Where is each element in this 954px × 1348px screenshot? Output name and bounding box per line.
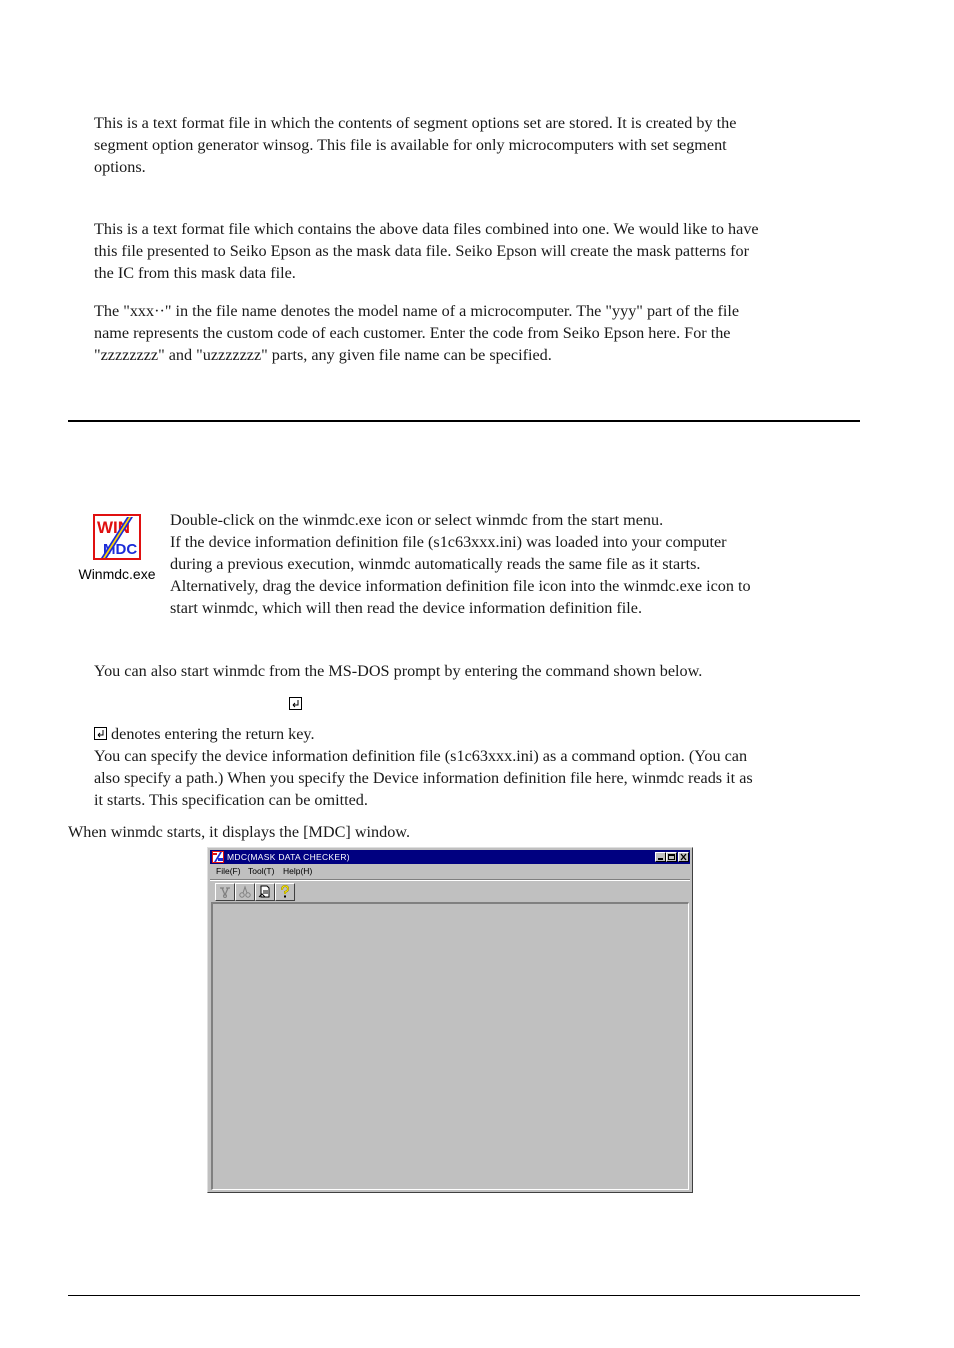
mask-data-file-description <box>94 218 862 284</box>
return-key-note <box>94 723 862 745</box>
text-line: segment option generator winsog. This file is available for only microcomputers with set segment <box>94 136 727 154</box>
text-line: "zzzzzzzz" and "uzzzzzzz" parts, any given file name can be specified. <box>94 346 552 364</box>
check-button[interactable] <box>215 883 235 901</box>
text-line: start winmdc, which will then read the device information definition file. <box>170 599 642 617</box>
text-line: also specify a path.) When you specify the Device information definition file here, winmdc reads it as <box>94 769 753 787</box>
text-line: If the device information definition file (s1c63xxx.ini) was loaded into your computer <box>170 533 727 551</box>
text-line: When winmdc starts, it displays the [MDC] window. <box>68 823 410 841</box>
disabled-tool-button[interactable] <box>235 883 255 901</box>
text-line: Alternatively, drag the device information definition file icon into the winmdc.exe icon to <box>170 577 751 595</box>
minimize-button[interactable] <box>655 852 666 862</box>
mdc-client-area[interactable] <box>211 902 689 1190</box>
menu-tool[interactable]: Tool(T) <box>248 866 275 876</box>
text-line <box>94 723 862 745</box>
help-icon <box>278 885 292 899</box>
winmdc-icon-caption: Winmdc.exe <box>78 566 156 582</box>
return-key-icon <box>289 697 302 710</box>
msdos-instructions <box>94 660 862 682</box>
svg-text:WIN: WIN <box>97 518 131 537</box>
section-divider <box>68 420 860 422</box>
text-line: You can specify the device information definition file (s1c63xxx.ini) as a command option. (You can <box>94 747 748 765</box>
check-icon <box>218 885 232 899</box>
command-option-description <box>94 745 862 811</box>
footer-divider <box>68 1295 860 1296</box>
open-file-icon <box>258 885 272 899</box>
text-line: name represents the custom code of each customer. Enter the code from Seiko Epson here. For the <box>94 324 731 342</box>
open-file-button[interactable] <box>255 883 275 901</box>
text-line: You can also start winmdc from the MS-DOS prompt by entering the command shown below. <box>94 662 703 680</box>
return-key-note-text: denotes entering the return key. <box>111 725 315 743</box>
window-title: MDC(MASK DATA CHECKER) <box>227 852 350 862</box>
text-line: during a previous execution, winmdc automatically reads the same file as it starts. <box>170 555 701 573</box>
app-small-icon <box>212 851 224 863</box>
return-key-icon <box>94 727 107 740</box>
segment-option-file-description <box>94 112 862 178</box>
toolbar <box>210 879 690 902</box>
text-line: the IC from this mask data file. <box>94 264 296 282</box>
file-name-note <box>94 300 862 366</box>
maximize-button[interactable] <box>666 852 677 862</box>
svg-text:MDC: MDC <box>103 541 138 558</box>
mdc-window <box>207 847 693 1193</box>
text-line: This is a text format file which contains the above data files combined into one. We would like to have <box>94 220 759 238</box>
text-line: this file presented to Seiko Epson as the mask data file. Seiko Epson will create the mask patterns for <box>94 242 749 260</box>
menu-help[interactable]: Help(H) <box>283 866 313 876</box>
startup-instructions <box>170 509 860 619</box>
window-title-bar[interactable] <box>210 850 690 864</box>
help-button[interactable] <box>275 883 295 901</box>
text-line: options. <box>94 158 146 176</box>
text-line: This is a text format file in which the contents of segment options set are stored. It is created by the <box>94 114 737 132</box>
winmdc-exe-icon[interactable] <box>72 514 162 584</box>
menu-bar <box>210 864 690 878</box>
text-line: The "xxx··" in the file name denotes the model name of a microcomputer. The "yyy" part of the file <box>94 302 740 320</box>
menu-file[interactable]: File(F) <box>216 866 241 876</box>
close-button[interactable] <box>678 852 689 862</box>
winmdc-logo-icon <box>93 514 141 560</box>
text-line: it starts. This specification can be omitted. <box>94 791 368 809</box>
disabled-tool-icon <box>238 885 252 899</box>
text-line: Double-click on the winmdc.exe icon or select winmdc from the start menu. <box>170 511 664 529</box>
window-intro <box>68 821 836 843</box>
